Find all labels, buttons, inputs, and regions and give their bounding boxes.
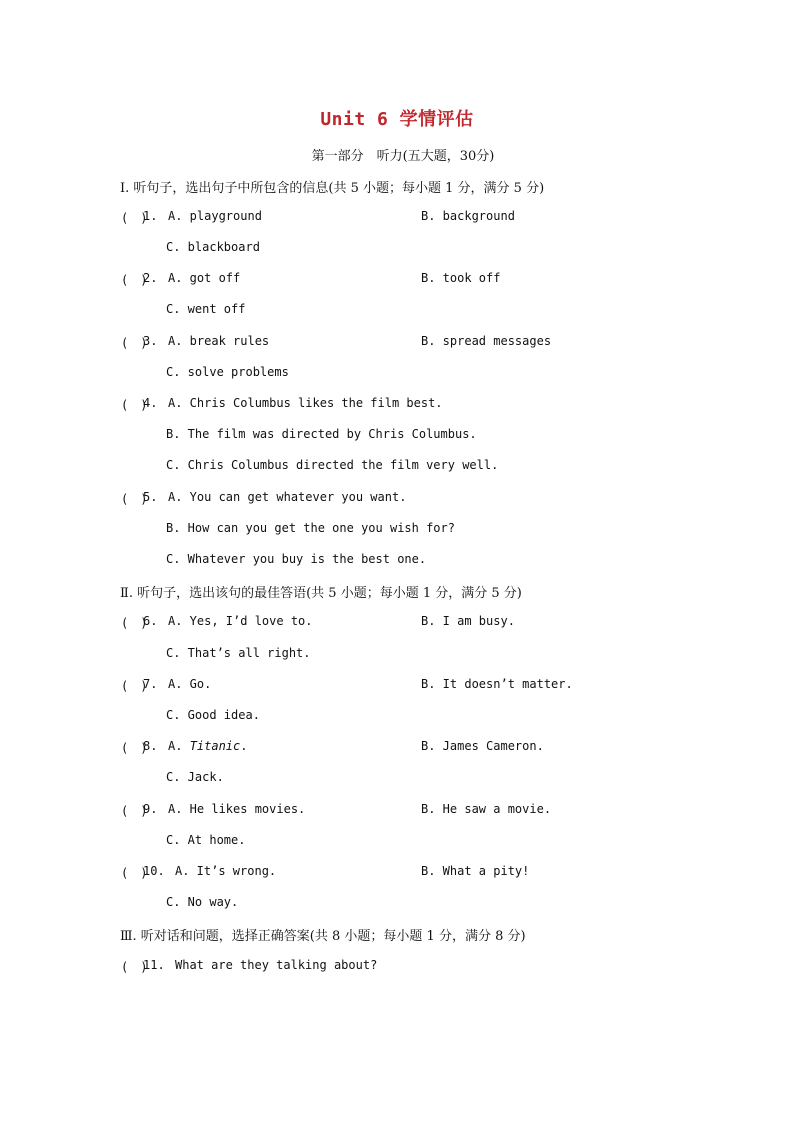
option-a: A. It’s wrong. (175, 864, 277, 878)
section-3-heading: Ⅲ. 听对话和问题，选择正确答案(共 8 小题；每小题 1 分，满分 8 分) (120, 929, 526, 944)
question-number: 9. (143, 802, 158, 816)
page-title (0, 105, 794, 131)
option-b: B. took off (421, 271, 501, 285)
section-2-heading: Ⅱ. 听句子，选出该句的最佳答语(共 5 小题；每小题 1 分，满分 5 分) (120, 586, 522, 601)
answer-blank: ( ) (121, 804, 148, 818)
answer-blank: ( ) (121, 679, 148, 693)
question-number: 8. (143, 739, 158, 753)
part-subtitle: 第一部分 听力(五大题，30分) (311, 149, 495, 164)
question-number: 4. (143, 396, 158, 410)
answer-blank: ( ) (121, 616, 148, 630)
option-c: C. Whatever you buy is the best one. (166, 552, 427, 566)
option-a: A. You can get whatever you want. (168, 490, 407, 504)
answer-blank: ( ) (121, 492, 148, 506)
option-b: B. background (421, 209, 515, 223)
answer-blank: ( ) (121, 273, 148, 287)
option-c: C. Good idea. (166, 708, 260, 722)
answer-blank: ( ) (121, 960, 148, 974)
option-c: C. Jack. (166, 770, 224, 784)
option-c: C. Chris Columbus directed the film very well. (166, 458, 499, 472)
option-a-suffix: . (240, 739, 248, 753)
option-c: C. solve problems (166, 365, 289, 379)
option-a (168, 739, 248, 753)
option-b: B. He saw a movie. (421, 802, 552, 816)
answer-blank: ( ) (121, 398, 148, 412)
question-number: 3. (143, 334, 158, 348)
answer-blank: ( ) (121, 741, 148, 755)
option-a: A. He likes movies. (168, 802, 306, 816)
option-b: B. James Cameron. (421, 739, 544, 753)
option-b: B. It doesn’t matter. (421, 677, 573, 691)
answer-blank: ( ) (121, 866, 148, 880)
option-c: C. That’s all right. (166, 646, 311, 660)
question-number: 2. (143, 271, 158, 285)
title-english: Unit 6 (320, 109, 400, 130)
answer-blank: ( ) (121, 336, 148, 350)
question-number: 10. (143, 864, 165, 878)
option-b: B. How can you get the one you wish for? (166, 521, 455, 535)
title-chinese: 学情评估 (399, 109, 474, 130)
option-a: A. playground (168, 209, 262, 223)
option-b: B. The film was directed by Chris Columbus. (166, 427, 477, 441)
question-number: 11. (143, 958, 165, 972)
option-b: B. I am busy. (421, 614, 515, 628)
question-number: 1. (143, 209, 158, 223)
option-a: A. break rules (168, 334, 270, 348)
question-number: 6. (143, 614, 158, 628)
option-b: B. What a pity! (421, 864, 530, 878)
option-a: A. got off (168, 271, 241, 285)
section-1-heading: Ⅰ. 听句子，选出句子中所包含的信息(共 5 小题；每小题 1 分，满分 5 分) (120, 181, 545, 196)
option-c: C. No way. (166, 895, 239, 909)
option-b: B. spread messages (421, 334, 552, 348)
option-a-title: Titanic (189, 739, 241, 753)
question-text: What are they talking about? (175, 958, 378, 972)
option-c: C. At home. (166, 833, 246, 847)
option-a: A. Go. (168, 677, 212, 691)
option-a-prefix: A. (168, 739, 190, 753)
option-a: A. Chris Columbus likes the film best. (168, 396, 443, 410)
question-number: 7. (143, 677, 158, 691)
option-c: C. blackboard (166, 240, 260, 254)
option-a: A. Yes, I’d love to. (168, 614, 313, 628)
option-c: C. went off (166, 302, 246, 316)
question-number: 5. (143, 490, 158, 504)
answer-blank: ( ) (121, 211, 148, 225)
